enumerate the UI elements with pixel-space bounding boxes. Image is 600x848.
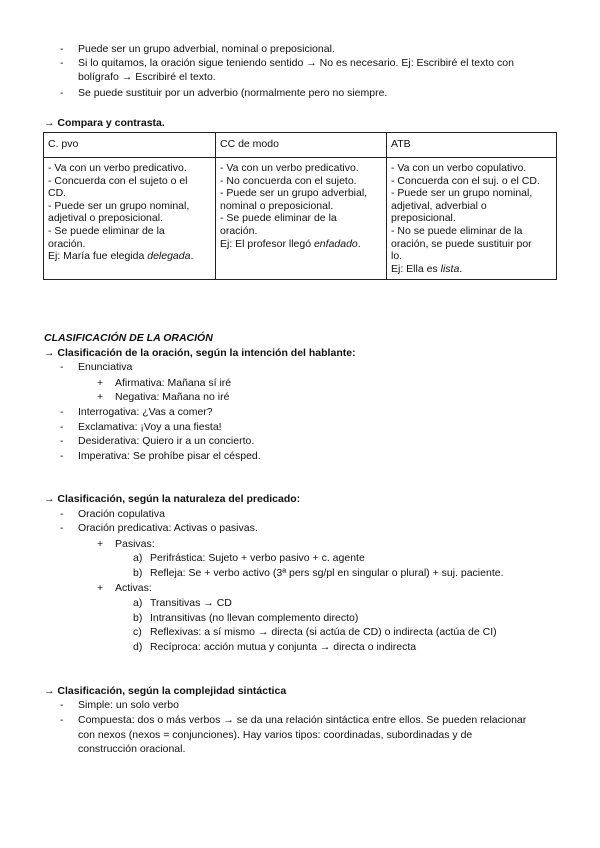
list-subsubitem: Recíproca: acción mutua y conjunta → directa o indirecta bbox=[150, 641, 417, 653]
list-item: Si lo quitamos, la oración sigue teniendo sentido → No es necesario. Ej: Escribiré el texto con bbox=[78, 57, 514, 69]
list-subsubitem: Reflexivas: a sí mismo → directa (si actúa de CD) o indirecta (actúa de CI) bbox=[150, 626, 497, 638]
example-word: enfadado bbox=[313, 237, 358, 250]
example-word: lista bbox=[440, 262, 460, 275]
example-suffix: . bbox=[459, 262, 463, 275]
cell-line: - Se puede eliminar de la bbox=[220, 212, 337, 225]
cell-line: oración. bbox=[48, 237, 86, 250]
list-item: Simple: un solo verbo bbox=[78, 699, 179, 711]
example-word: delegada bbox=[147, 250, 191, 263]
bullet-dash: - bbox=[60, 421, 64, 433]
cell-line: - Puede ser un grupo adverbial, bbox=[220, 187, 368, 200]
cell-line: - Puede ser un grupo nominal, bbox=[48, 199, 190, 212]
bullet-dash: - bbox=[60, 435, 64, 447]
bullet-dash: - bbox=[60, 714, 64, 726]
table-header-cell: C. pvo bbox=[44, 133, 216, 158]
list-item: Oración predicativa: Activas o pasivas. bbox=[78, 522, 258, 534]
cell-line: - Va con un verbo predicativo. bbox=[48, 162, 187, 174]
example-prefix: Ej: El profesor llegó bbox=[220, 237, 314, 250]
cell-line: - Concuerda con el suj. o el CD. bbox=[391, 174, 540, 187]
bullet-dash: - bbox=[60, 87, 64, 99]
list-item: Se puede sustituir por un adverbio (normalmente pero no siempre. bbox=[78, 87, 388, 99]
list-item: Oración copulativa bbox=[78, 508, 165, 520]
bullet-dash: - bbox=[60, 406, 64, 418]
table-header-cell: ATB bbox=[387, 133, 557, 158]
cell-line: lo. bbox=[391, 250, 403, 263]
bullet-dash: - bbox=[60, 508, 64, 520]
list-item: Interrogativa: ¿Vas a comer? bbox=[78, 406, 213, 418]
list-subsubitem: Transitivas → CD bbox=[150, 597, 232, 609]
cell-line: - Concuerda con el sujeto o el bbox=[48, 174, 188, 187]
list-subsubitem: Intransitivas (no llevan complemento directo) bbox=[150, 612, 359, 624]
bullet-plus: + bbox=[97, 538, 104, 550]
table-header-cell: CC de modo bbox=[216, 133, 387, 158]
example-prefix: Ej: María fue elegida bbox=[48, 250, 148, 263]
cell-example bbox=[220, 238, 383, 251]
list-item: Puede ser un grupo adverbial, nominal o preposicional. bbox=[78, 43, 335, 55]
list-letter: a) bbox=[133, 552, 143, 564]
list-subitem: Negativa: Mañana no iré bbox=[115, 391, 230, 403]
list-subitem: Activas: bbox=[115, 582, 152, 594]
table-cell-atb bbox=[387, 158, 557, 280]
cell-line: adjetival o preposicional. bbox=[48, 212, 163, 225]
section-heading-intencion: → Clasificación de la oración, según la intención del hablante: bbox=[44, 347, 356, 359]
list-item: Compuesta: dos o más verbos → se da una relación sintáctica entre ellos. Se pueden relacionar bbox=[78, 714, 527, 726]
list-item: Exclamativa: ¡Voy a una fiesta! bbox=[78, 421, 222, 433]
cell-line: oración, se puede sustituir por bbox=[391, 237, 532, 250]
bullet-plus: + bbox=[97, 377, 104, 389]
bullet-dash: - bbox=[60, 450, 64, 462]
bullet-dash: - bbox=[60, 43, 64, 55]
cell-line: preposicional. bbox=[391, 212, 456, 225]
section-heading-predicado: → Clasificación, según la naturaleza del predicado: bbox=[44, 493, 301, 505]
table-header-row bbox=[44, 133, 557, 158]
bullet-plus: + bbox=[97, 582, 104, 594]
cell-line: - Se puede eliminar de la bbox=[48, 224, 165, 237]
cell-line: adjetival, adverbial o bbox=[391, 199, 487, 212]
section-heading-complejidad: → Clasificación, según la complejidad sintáctica bbox=[44, 685, 287, 697]
cell-example bbox=[48, 250, 212, 263]
cell-line: - Va con un verbo copulativo. bbox=[391, 162, 527, 174]
cell-line: - No concuerda con el sujeto. bbox=[220, 174, 357, 187]
bullet-dash: - bbox=[60, 699, 64, 711]
table-row bbox=[44, 158, 557, 280]
table-cell-cc-modo bbox=[216, 158, 387, 280]
cell-line: - No se puede eliminar de la bbox=[391, 224, 523, 237]
bullet-dash: - bbox=[60, 361, 64, 373]
list-letter: a) bbox=[133, 597, 143, 609]
list-subitem: Afirmativa: Mañana sí iré bbox=[115, 377, 232, 389]
bullet-plus: + bbox=[97, 391, 104, 403]
example-suffix: . bbox=[190, 250, 194, 263]
cell-line: nominal o preposicional. bbox=[220, 199, 334, 212]
list-letter: b) bbox=[133, 567, 143, 579]
list-letter: d) bbox=[133, 641, 143, 653]
bullet-dash: - bbox=[60, 522, 64, 534]
list-item: Desiderativa: Quiero ir a un concierto. bbox=[78, 435, 255, 447]
cell-line: CD. bbox=[48, 187, 67, 200]
list-letter: b) bbox=[133, 612, 143, 624]
list-letter: c) bbox=[133, 626, 142, 638]
table-cell-cpvo bbox=[44, 158, 216, 280]
list-subsubitem: Refleja: Se + verbo activo (3ª pers sg/pl en singular o plural) + suj. paciente. bbox=[150, 567, 504, 579]
comparison-table bbox=[43, 132, 557, 280]
list-item: Imperativa: Se prohíbe pisar el césped. bbox=[78, 450, 261, 462]
section-title-clasificacion: CLASIFICACIÓN DE LA ORACIÓN bbox=[44, 332, 213, 344]
list-item-continuation: bolígrafo → Escribiré el texto. bbox=[78, 71, 216, 83]
cell-example bbox=[391, 263, 553, 276]
list-item-continuation: construcción oracional. bbox=[78, 743, 186, 755]
list-subsubitem: Perifrástica: Sujeto + verbo pasivo + c. agente bbox=[150, 552, 365, 564]
example-suffix: . bbox=[357, 237, 361, 250]
cell-line: oración. bbox=[220, 224, 258, 237]
list-item: Enunciativa bbox=[78, 361, 133, 373]
cell-line: - Va con un verbo predicativo. bbox=[220, 162, 359, 174]
list-item-continuation: con nexos (nexos = conjunciones). Hay varios tipos: coordinadas, subordinadas y de bbox=[78, 729, 473, 741]
list-subitem: Pasivas: bbox=[115, 538, 155, 550]
section-heading-compara: → Compara y contrasta. bbox=[44, 117, 165, 129]
example-prefix: Ej: Ella es bbox=[391, 262, 441, 275]
cell-line: - Puede ser un grupo nominal, bbox=[391, 187, 533, 200]
bullet-dash: - bbox=[60, 57, 64, 69]
